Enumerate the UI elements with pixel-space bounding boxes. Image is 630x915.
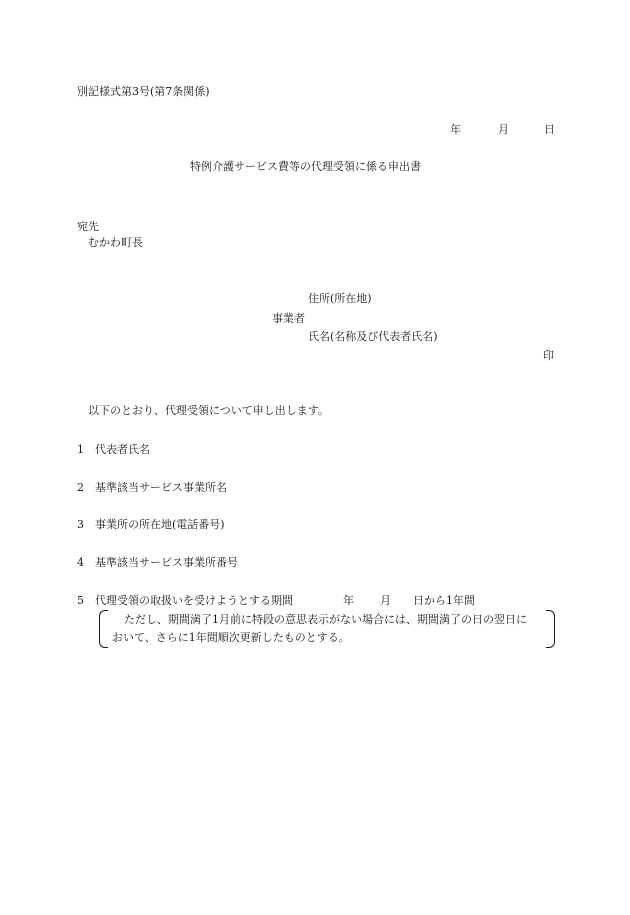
date-day-label: 日 xyxy=(544,123,555,136)
item-1-number: 1 xyxy=(77,443,84,456)
item-2-text: 基準該当サービス事業所名 xyxy=(95,481,227,494)
addressee-label: 宛先 xyxy=(77,220,99,233)
item-5-text: 代理受領の取扱いを受けようとする期間 xyxy=(95,594,293,607)
intro-text: 以下のとおり、代理受領について申し出します。 xyxy=(88,404,329,417)
item-2-number: 2 xyxy=(77,481,84,494)
note-bracket-right xyxy=(546,610,555,648)
item-3-number: 3 xyxy=(77,518,84,531)
note-line-1: ただし、期間満了1月前に特段の意思表示がない場合には、期間満了の日の翌日に xyxy=(124,613,527,626)
date-year-label: 年 xyxy=(450,123,461,136)
seal-mark: 印 xyxy=(543,349,554,362)
item-4-text: 基準該当サービス事業所番号 xyxy=(95,556,238,569)
form-id: 別記様式第3号(第7条関係) xyxy=(77,85,210,98)
date-month-label: 月 xyxy=(498,123,509,136)
applicant-address-label: 住所(所在地) xyxy=(308,292,372,305)
item-4-number: 4 xyxy=(77,556,84,569)
period-year-label: 年 xyxy=(343,594,354,607)
item-3-text: 事業所の所在地(電話番号) xyxy=(95,518,225,531)
note-bracket-left xyxy=(99,610,108,648)
note-line-2: おいて、さらに1年間順次更新したものとする。 xyxy=(112,631,350,644)
period-day-suffix: 日から1年間 xyxy=(413,594,475,607)
applicant-role-label: 事業者 xyxy=(272,312,305,325)
item-1-text: 代表者氏名 xyxy=(95,443,150,456)
applicant-name-label: 氏名(名称及び代表者氏名) xyxy=(308,330,438,343)
document-title: 特例介護サービス費等の代理受領に係る申出書 xyxy=(190,160,421,173)
addressee-name: むかわ町長 xyxy=(88,236,143,249)
period-month-label: 月 xyxy=(380,594,391,607)
item-5-number: 5 xyxy=(77,594,84,607)
